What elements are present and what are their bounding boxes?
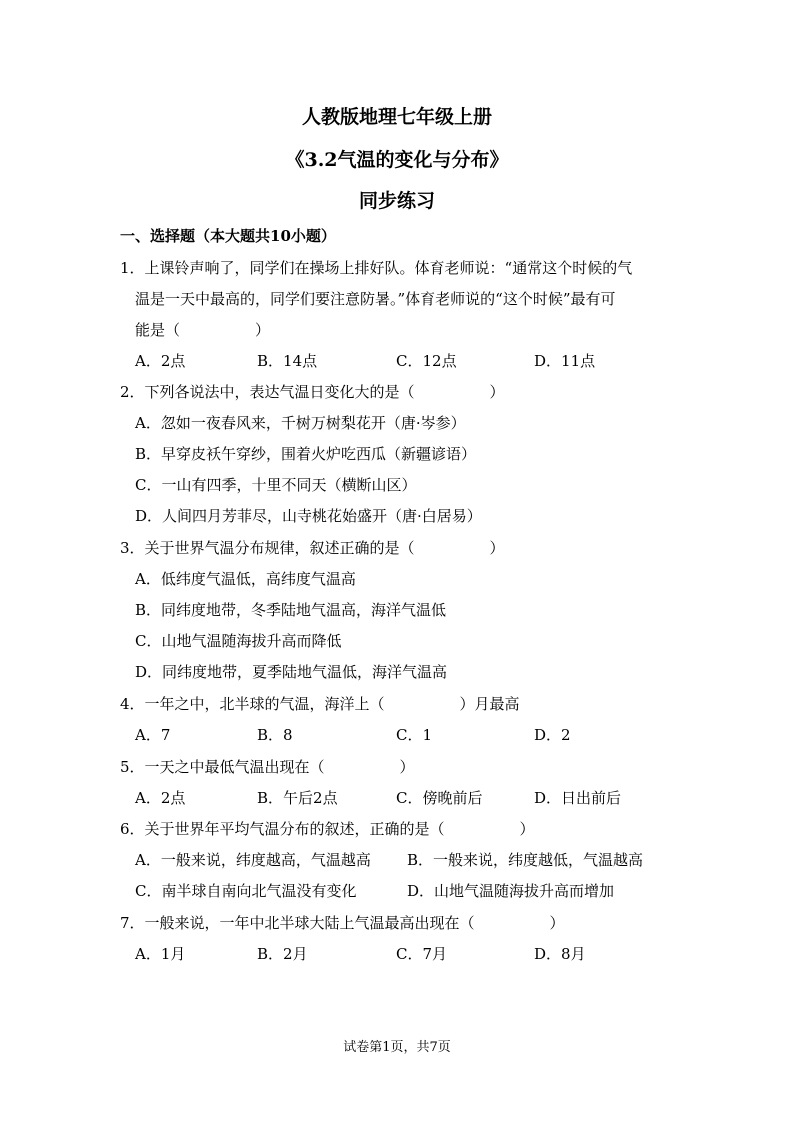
question-5-option-d: D．日出前后 bbox=[534, 789, 622, 807]
question-4-option-a: A．7 bbox=[135, 726, 171, 744]
question-3-option-c: C．山地气温随海拔升高而降低 bbox=[135, 632, 342, 650]
page-footer: 试卷第1页，共7页 bbox=[343, 1040, 451, 1055]
question-3-line-1: 3．关于世界气温分布规律，叙述正确的是（ ） bbox=[120, 539, 505, 557]
question-2-option-d: D．人间四月芳菲尽，山寺桃花始盛开（唐·白居易） bbox=[135, 507, 482, 525]
question-6-option-c: C．南半球自南向北气温没有变化 bbox=[135, 882, 357, 900]
question-1-line-3: 能是（ ） bbox=[135, 321, 271, 339]
question-2-option-b: B．早穿皮袄午穿纱，围着火炉吃西瓜（新疆谚语） bbox=[135, 445, 477, 463]
question-7-option-c: C．7月 bbox=[396, 945, 448, 963]
question-1-option-b: B．14点 bbox=[257, 352, 318, 370]
question-1-option-c: C．12点 bbox=[396, 352, 457, 370]
question-3-option-b: B．同纬度地带，冬季陆地气温高，海洋气温低 bbox=[135, 601, 447, 619]
question-5-option-c: C．傍晚前后 bbox=[396, 789, 483, 807]
question-7-option-a: A．1月 bbox=[135, 945, 186, 963]
question-4-line-1: 4．一年之中，北半球的气温，海洋上（ ）月最高 bbox=[120, 695, 520, 713]
question-2-option-a: A．忽如一夜春风来，千树万树梨花开（唐·岑参） bbox=[135, 414, 466, 432]
question-6-line-1: 6．关于世界年平均气温分布的叙述，正确的是（ ） bbox=[120, 820, 535, 838]
question-6-option-a: A．一般来说，纬度越高，气温越高 bbox=[135, 851, 371, 869]
document-heading: 同步练习 bbox=[358, 190, 435, 212]
question-6-option-b: B．一般来说，纬度越低，气温越高 bbox=[407, 851, 644, 869]
question-5-option-b: B．午后2点 bbox=[257, 789, 338, 807]
question-4-option-b: B．8 bbox=[257, 726, 293, 744]
question-2-line-1: 2．下列各说法中，表达气温日变化大的是（ ） bbox=[120, 383, 505, 401]
question-5-option-a: A．2点 bbox=[135, 789, 186, 807]
question-1-line-1: 1．上课铃声响了，同学们在操场上排好队。体育老师说：“通常这个时候的气 bbox=[120, 259, 633, 277]
question-1-option-d: D．11点 bbox=[534, 352, 596, 370]
question-5-line-1: 5．一天之中最低气温出现在（ ） bbox=[120, 758, 415, 776]
question-6-option-d: D．山地气温随海拔升高而增加 bbox=[407, 882, 615, 900]
question-4-option-d: D．2 bbox=[534, 726, 571, 744]
question-4-option-c: C．1 bbox=[396, 726, 433, 744]
question-3-option-d: D．同纬度地带，夏季陆地气温低，海洋气温高 bbox=[135, 663, 448, 681]
question-1-option-a: A．2点 bbox=[135, 352, 186, 370]
document-title: 人教版地理七年级上册 bbox=[301, 106, 492, 128]
section-heading: 一、选择题（本大题共10小题） bbox=[120, 227, 336, 245]
question-7-option-d: D．8月 bbox=[534, 945, 586, 963]
document-subtitle: 《3.2气温的变化与分布》 bbox=[285, 149, 509, 171]
question-7-option-b: B．2月 bbox=[257, 945, 308, 963]
question-2-option-c: C．一山有四季，十里不同天（横断山区） bbox=[135, 476, 417, 494]
question-7-line-1: 7．一般来说，一年中北半球大陆上气温最高出现在（ ） bbox=[120, 914, 565, 932]
question-3-option-a: A．低纬度气温低，高纬度气温高 bbox=[135, 570, 356, 588]
question-1-line-2: 温是一天中最高的，同学们要注意防暑。”体育老师说的“这个时候”最有可 bbox=[135, 290, 616, 308]
